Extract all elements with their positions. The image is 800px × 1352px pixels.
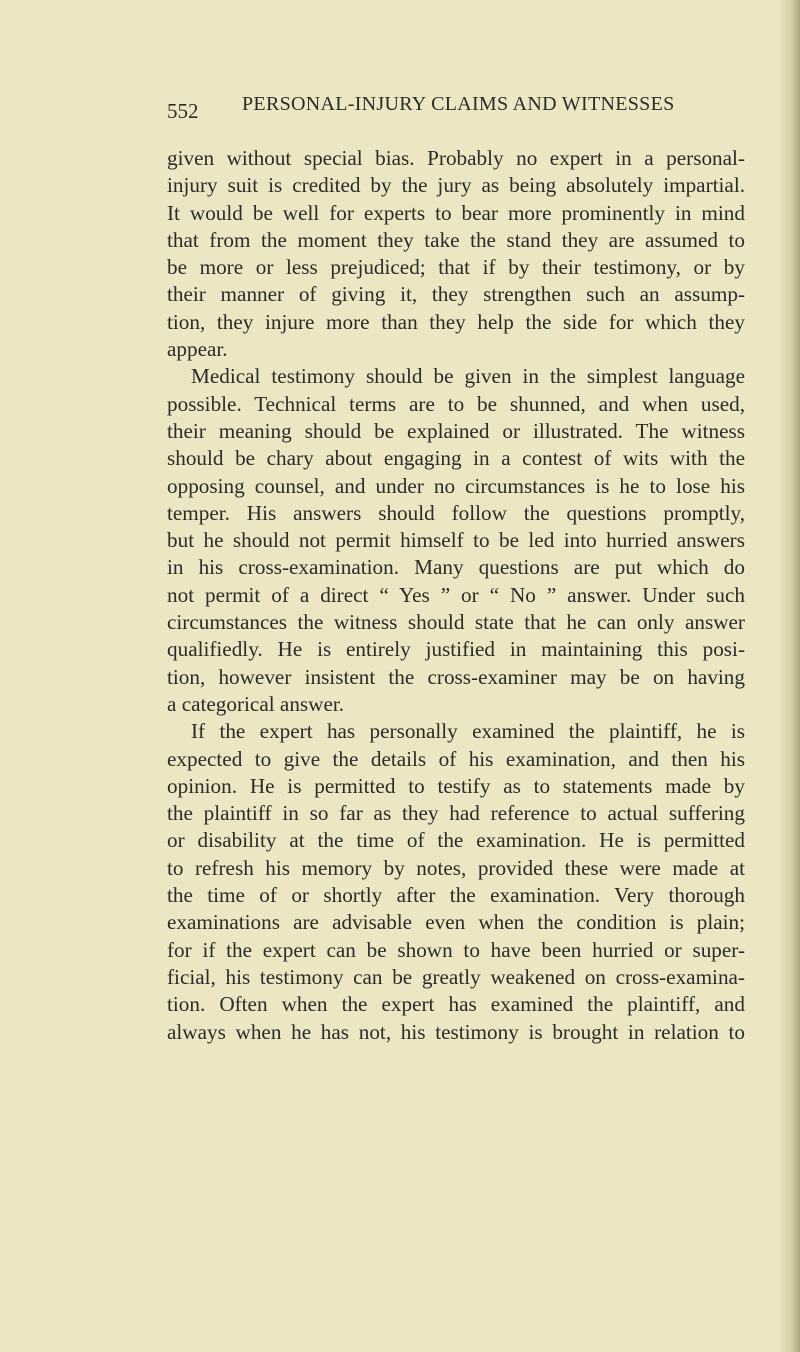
text-line: possible. Technical terms are to be shunned, and when used, xyxy=(167,391,745,416)
text-line: appear. xyxy=(167,337,228,362)
text-line: tion, however insistent the cross-examiner may be on having xyxy=(167,664,745,689)
body-text xyxy=(167,145,745,1046)
text-line: be more or less prejudiced; that if by their testimony, or by xyxy=(167,255,745,280)
text-line: If the expert has personally examined the plaintiff, he is xyxy=(191,719,745,744)
text-line: circumstances the witness should state that he can only answer xyxy=(167,610,745,635)
text-line: in his cross-examination. Many questions are put which do xyxy=(167,555,745,580)
text-line: qualifiedly. He is entirely justified in maintaining this posi- xyxy=(167,637,745,662)
page-number: 552 xyxy=(167,99,199,123)
text-line: always when he has not, his testimony is brought in relation to xyxy=(167,1019,745,1044)
text-line: should be chary about engaging in a contest of wits with the xyxy=(167,446,745,471)
page-edge-shadow xyxy=(778,0,800,1352)
text-line: Medical testimony should be given in the simplest language xyxy=(191,364,745,389)
text-line: It would be well for experts to bear more prominently in mind xyxy=(167,200,745,225)
text-line: to refresh his memory by notes, provided these were made at xyxy=(167,855,745,880)
text-line: the plaintiff in so far as they had reference to actual suffering xyxy=(167,801,745,826)
text-line: injury suit is credited by the jury as being absolutely impartial. xyxy=(167,173,745,198)
text-line: opinion. He is permitted to testify as to statements made by xyxy=(167,773,745,798)
text-line: tion, they injure more than they help the side for which they xyxy=(167,309,745,334)
text-line: but he should not permit himself to be led into hurried answers xyxy=(167,528,745,553)
text-line: their manner of giving it, they strengthen such an assump- xyxy=(167,282,745,307)
text-line: tion. Often when the expert has examined the plaintiff, and xyxy=(167,992,745,1017)
running-title: PERSONAL-INJURY CLAIMS AND WITNESSES xyxy=(242,93,675,115)
text-line: not permit of a direct “ Yes ” or “ No ” answer. Under such xyxy=(167,582,745,607)
text-line: for if the expert can be shown to have been hurried or super- xyxy=(167,937,745,962)
text-line: opposing counsel, and under no circumstances is he to lose his xyxy=(167,473,745,498)
text-line: or disability at the time of the examination. He is permitted xyxy=(167,828,745,853)
text-line: their meaning should be explained or illustrated. The witness xyxy=(167,418,745,443)
text-line: that from the moment they take the stand they are assumed to xyxy=(167,227,745,252)
text-line: expected to give the details of his examination, and then his xyxy=(167,746,745,771)
text-line: given without special bias. Probably no expert in a personal- xyxy=(167,146,745,170)
text-line: the time of or shortly after the examination. Very thorough xyxy=(167,883,745,908)
text-line: temper. His answers should follow the questions promptly, xyxy=(167,500,745,525)
text-line: ficial, his testimony can be greatly weakened on cross-examina- xyxy=(167,964,745,989)
text-line: examinations are advisable even when the condition is plain; xyxy=(167,910,745,935)
text-line: a categorical answer. xyxy=(167,691,345,716)
